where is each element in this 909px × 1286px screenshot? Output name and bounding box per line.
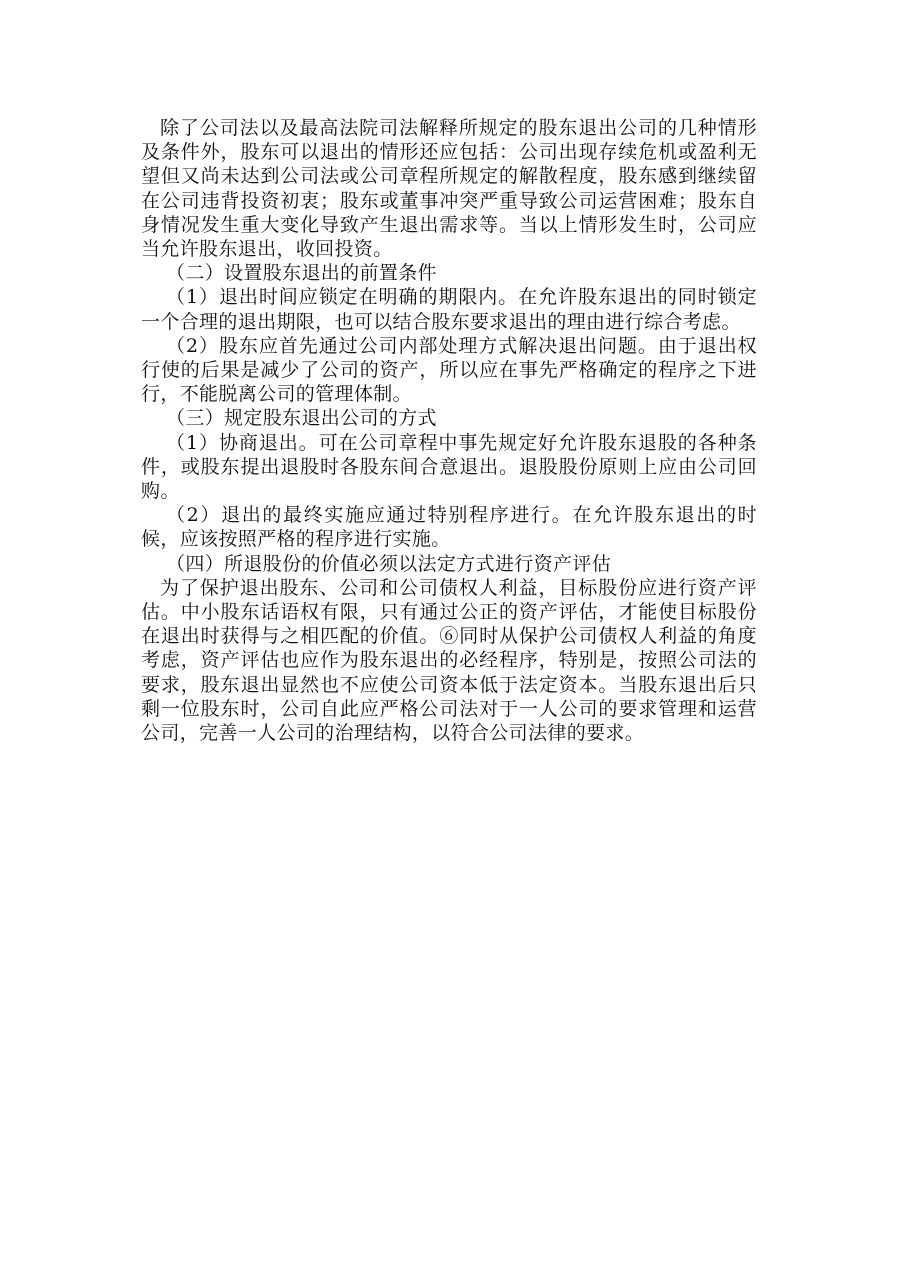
paragraph-2-1: （1）退出时间应锁定在明确的期限内。在允许股东退出的同时锁定一个合理的退出期限，也可以结合股东要求退出的理由进行综合考虑。 — [141, 286, 757, 333]
paragraph-3-2: （2）退出的最终实施应通过特别程序进行。在允许股东退出的时候，应该按照严格的程序进行实施。 — [141, 504, 757, 551]
paragraph-exit-circumstances: 除了公司法以及最高法院司法解释所规定的股东退出公司的几种情形及条件外，股东可以退出的情形还应包括：公司出现存续危机或盈利无望但又尚未达到公司法或公司章程所规定的解散程度，股东感到继续留在公司违背投资初衷；股东或董事冲突严重导致公司运营困难；股东自身情况发生重大变化导致产生退出需求等。当以上情形发生时，公司应当允许股东退出，收回投资。 — [141, 117, 757, 261]
heading-section-2: （二）设置股东退出的前置条件 — [166, 262, 437, 285]
document-body — [141, 116, 757, 745]
heading-section-3: （三）规定股东退出公司的方式 — [166, 407, 437, 430]
heading-section-4: （四）所退股份的价值必须以法定方式进行资产评估 — [166, 552, 612, 575]
paragraph-2-2: （2）股东应首先通过公司内部处理方式解决退出问题。由于退出权行使的后果是减少了公司的资产，所以应在事先严格确定的程序之下进行，不能脱离公司的管理体制。 — [141, 334, 757, 406]
paragraph-3-1: （1）协商退出。可在公司章程中事先规定好允许股东退股的各种条件，或股东提出退股时各股东间合意退出。退股股份原则上应由公司回购。 — [141, 431, 757, 503]
paragraph-asset-valuation: 为了保护退出股东、公司和公司债权人利益，目标股份应进行资产评估。中小股东话语权有限，只有通过公正的资产评估，才能使目标股份在退出时获得与之相匹配的价值。⑥同时从保护公司债权人利益的角度考虑，资产评估也应作为股东退出的必经程序，特别是，按照公司法的要求，股东退出显然也不应使公司资本低于法定资本。当股东退出后只剩一位股东时，公司自此应严格公司法对于一人公司的要求管理和运营公司，完善一人公司的治理结构，以符合公司法律的要求。 — [141, 576, 757, 745]
